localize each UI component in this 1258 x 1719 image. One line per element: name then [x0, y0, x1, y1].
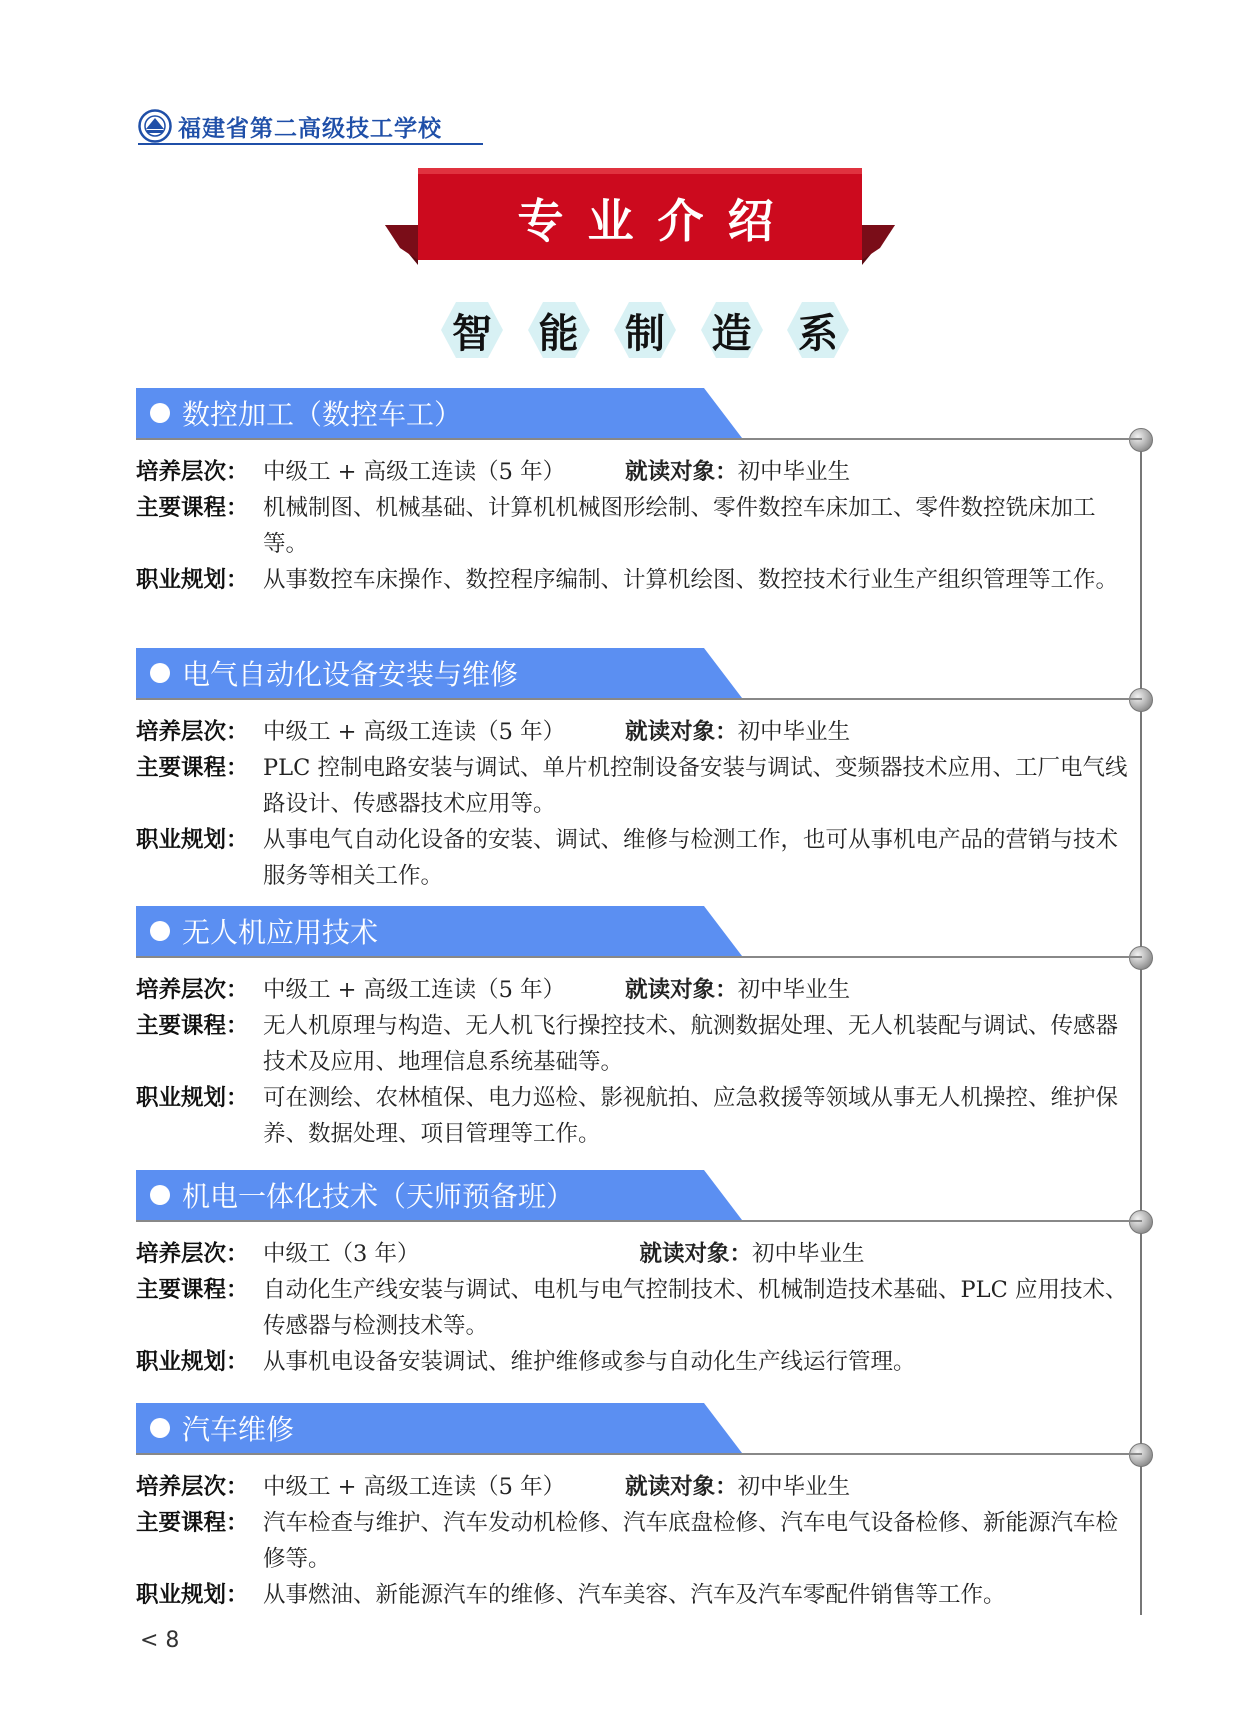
section-header-bar	[136, 1403, 1142, 1453]
department-char: 能	[527, 300, 591, 360]
bullet-icon	[150, 921, 170, 941]
program-section	[136, 1170, 1142, 1380]
school-name: 福建省第二高级技工学校	[178, 114, 442, 142]
courses-label: 主要课程：	[136, 495, 249, 521]
courses-value: PLC 控制电路安装与调试、单片机控制设备安装与调试、变频器技术应用、工厂电气线路设计、传感器技术应用等。	[263, 755, 1128, 817]
level-row	[136, 454, 1142, 490]
courses-label: 主要课程：	[136, 1277, 249, 1303]
target-label: 就读对象：	[625, 977, 738, 1003]
level-value: 中级工（3 年）	[263, 1241, 420, 1267]
career-value: 可在测绘、农林植保、电力巡检、影视航拍、应急救援等领域从事无人机操控、维护保养、数据处理、项目管理等工作。	[263, 1085, 1119, 1147]
career-row	[136, 562, 1142, 598]
section-title: 无人机应用技术	[182, 916, 379, 949]
level-value: 中级工 + 高级工连读（5 年）	[263, 977, 566, 1003]
section-title: 数控加工（数控车工）	[182, 398, 463, 431]
banner-title: 专业介绍	[517, 194, 798, 248]
courses-row	[136, 490, 1142, 562]
courses-row	[136, 1505, 1142, 1577]
career-label: 职业规划：	[136, 1582, 249, 1608]
target-label: 就读对象：	[625, 459, 738, 485]
target-label: 就读对象：	[625, 1474, 738, 1500]
section-title: 机电一体化技术（天师预备班）	[182, 1180, 575, 1213]
page-number: < 8	[140, 1628, 180, 1653]
program-section	[136, 1403, 1142, 1613]
level-value: 中级工 + 高级工连读（5 年）	[263, 719, 566, 745]
career-value: 从事数控车床操作、数控程序编制、计算机绘图、数控技术行业生产组织管理等工作。	[263, 567, 1119, 593]
section-header-bar	[136, 1170, 1142, 1220]
bullet-icon	[150, 1418, 170, 1438]
career-row	[136, 822, 1142, 894]
department-char: 制	[613, 300, 677, 360]
header-underline	[138, 143, 483, 145]
school-emblem-icon	[138, 109, 172, 143]
level-label: 培养层次：	[136, 1241, 249, 1267]
courses-label: 主要课程：	[136, 1510, 249, 1536]
career-value: 从事燃油、新能源汽车的维修、汽车美容、汽车及汽车零配件销售等工作。	[263, 1582, 1006, 1608]
career-label: 职业规划：	[136, 567, 249, 593]
courses-value: 汽车检查与维护、汽车发动机检修、汽车底盘检修、汽车电气设备检修、新能源汽车检修等。	[263, 1510, 1119, 1572]
target-value: 初中毕业生	[737, 977, 851, 1003]
target-value: 初中毕业生	[737, 1474, 851, 1500]
level-row	[136, 972, 1142, 1008]
section-title: 电气自动化设备安装与维修	[182, 658, 519, 691]
bullet-icon	[150, 403, 170, 423]
level-row	[136, 1236, 1142, 1272]
career-row	[136, 1344, 1142, 1380]
level-value: 中级工 + 高级工连读（5 年）	[263, 1474, 566, 1500]
career-label: 职业规划：	[136, 827, 249, 853]
program-section	[136, 906, 1142, 1152]
target-value: 初中毕业生	[737, 719, 851, 745]
target-value: 初中毕业生	[737, 459, 851, 485]
courses-row	[136, 1272, 1142, 1344]
level-label: 培养层次：	[136, 719, 249, 745]
career-label: 职业规划：	[136, 1349, 249, 1375]
level-row	[136, 1469, 1142, 1505]
program-section	[136, 648, 1142, 894]
bullet-icon	[150, 663, 170, 683]
courses-row	[136, 1008, 1142, 1080]
level-value: 中级工 + 高级工连读（5 年）	[263, 459, 566, 485]
courses-row	[136, 750, 1142, 822]
courses-label: 主要课程：	[136, 755, 249, 781]
section-header-bar	[136, 388, 1142, 438]
school-header	[138, 108, 442, 144]
bullet-icon	[150, 1185, 170, 1205]
section-title: 汽车维修	[182, 1413, 295, 1446]
career-value: 从事机电设备安装调试、维护维修或参与自动化生产线运行管理。	[263, 1349, 916, 1375]
department-char: 造	[700, 300, 764, 360]
department-char: 系	[786, 300, 850, 360]
department-char: 智	[440, 300, 504, 360]
level-row	[136, 714, 1142, 750]
target-value: 初中毕业生	[751, 1241, 865, 1267]
level-label: 培养层次：	[136, 1474, 249, 1500]
level-label: 培养层次：	[136, 977, 249, 1003]
courses-label: 主要课程：	[136, 1013, 249, 1039]
department-name	[440, 300, 850, 360]
target-label: 就读对象：	[625, 719, 738, 745]
section-header-bar	[136, 906, 1142, 956]
career-value: 从事电气自动化设备的安装、调试、维修与检测工作，也可从事机电产品的营销与技术服务等相关工作。	[263, 827, 1119, 889]
target-label: 就读对象：	[639, 1241, 752, 1267]
courses-value: 无人机原理与构造、无人机飞行操控技术、航测数据处理、无人机装配与调试、传感器技术及应用、地理信息系统基础等。	[263, 1013, 1119, 1075]
career-label: 职业规划：	[136, 1085, 249, 1111]
level-label: 培养层次：	[136, 459, 249, 485]
courses-value: 自动化生产线安装与调试、电机与电气控制技术、机械制造技术基础、PLC 应用技术、传感器与检测技术等。	[263, 1277, 1128, 1339]
career-row	[136, 1577, 1142, 1613]
section-header-bar	[136, 648, 1142, 698]
courses-value: 机械制图、机械基础、计算机机械图形绘制、零件数控车床加工、零件数控铣床加工等。	[263, 495, 1096, 557]
career-row	[136, 1080, 1142, 1152]
program-section	[136, 388, 1142, 598]
